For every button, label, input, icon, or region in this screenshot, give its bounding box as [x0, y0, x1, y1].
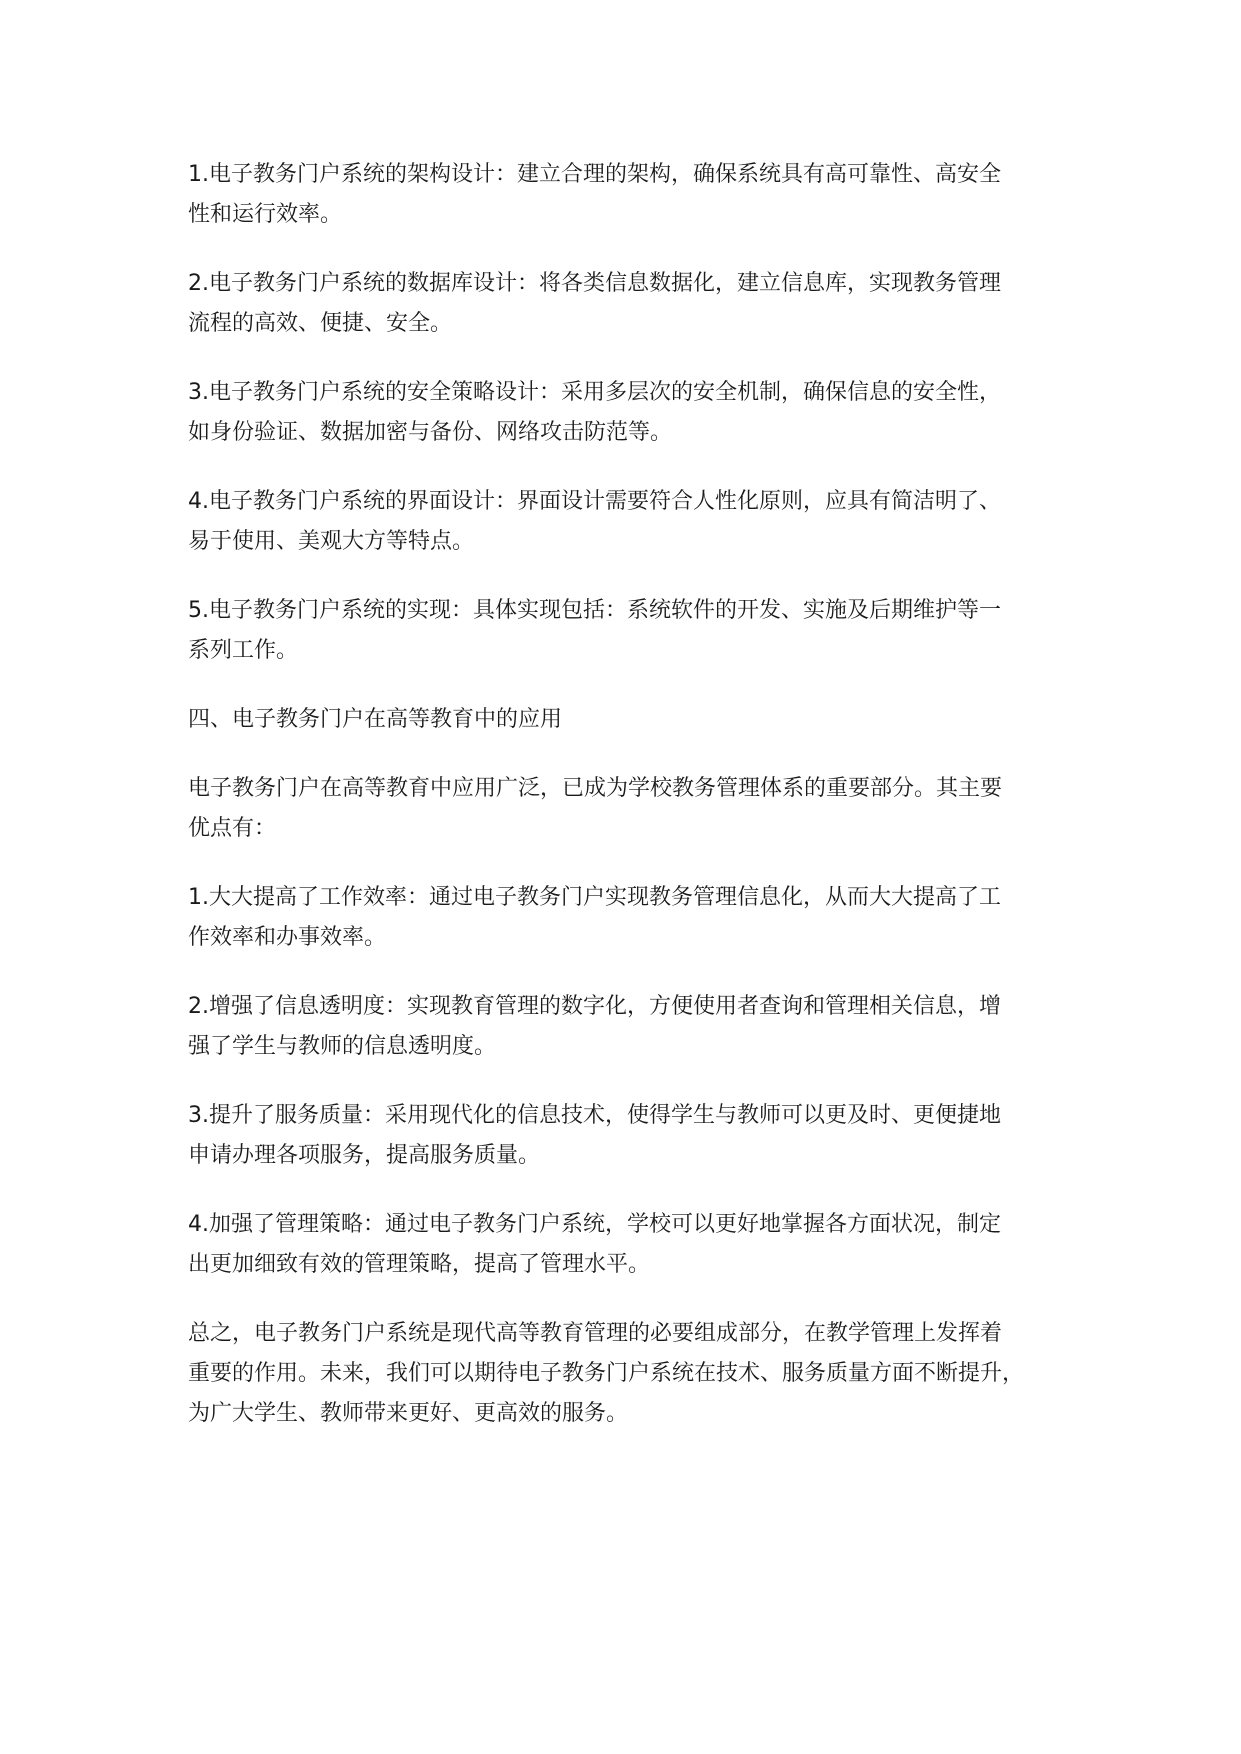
paragraph-design-database: 2.电子教务门户系统的数据库设计：将各类信息数据化，建立信息库，实现教务管理 流程的高效、便捷、安全。: [188, 271, 1001, 336]
paragraph-implementation: 5.电子教务门户系统的实现：具体实现包括：系统软件的开发、实施及后期维护等一 系列工作。: [188, 598, 1001, 663]
paragraph-advantage-service-quality: 3.提升了服务质量：采用现代化的信息技术，使得学生与教师可以更及时、更便捷地 申请办理各项服务，提高服务质量。: [188, 1103, 1001, 1168]
paragraph-advantage-efficiency: 1.大大提高了工作效率：通过电子教务门户实现教务管理信息化，从而大大提高了工 作效率和办事效率。: [188, 885, 1001, 950]
paragraph-design-architecture: 1.电子教务门户系统的架构设计：建立合理的架构，确保系统具有高可靠性、高安全 性和运行效率。: [188, 162, 1001, 227]
paragraph-design-security: 3.电子教务门户系统的安全策略设计：采用多层次的安全机制，确保信息的安全性， 如身份验证、数据加密与备份、网络攻击防范等。: [188, 380, 1001, 445]
paragraph-design-interface: 4.电子教务门户系统的界面设计：界面设计需要符合人性化原则，应具有简洁明了、 易于使用、美观大方等特点。: [188, 489, 1001, 554]
paragraph-advantage-management-strategy: 4.加强了管理策略：通过电子教务门户系统，学校可以更好地掌握各方面状况，制定 出更加细致有效的管理策略，提高了管理水平。: [188, 1212, 1001, 1277]
paragraph-advantage-transparency: 2.增强了信息透明度：实现教育管理的数字化，方便使用者查询和管理相关信息，增 强了学生与教师的信息透明度。: [188, 994, 1001, 1059]
paragraph-conclusion: 总之，电子教务门户系统是现代高等教育管理的必要组成部分，在教学管理上发挥着 重要的作用。未来，我们可以期待电子教务门户系统在技术、服务质量方面不断提升， 为广大学生、教师带来更好、更高效的服务。: [188, 1321, 1025, 1426]
paragraph-applications-intro: 电子教务门户在高等教育中应用广泛，已成为学校教务管理体系的重要部分。其主要 优点有：: [188, 776, 1003, 841]
section-heading-applications: 四、电子教务门户在高等教育中的应用: [188, 707, 563, 732]
document-body: [188, 155, 1088, 1463]
